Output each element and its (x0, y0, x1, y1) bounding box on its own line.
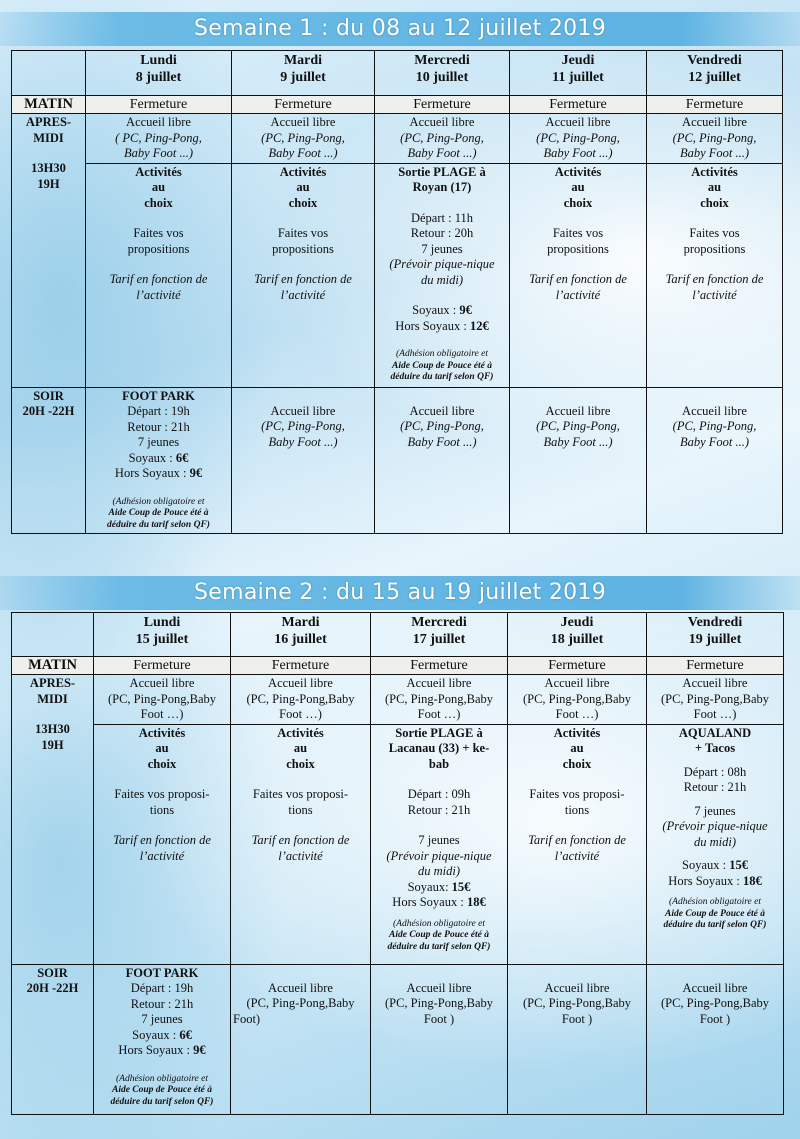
accueil-libre-cell: Accueil libre (PC, Ping-Pong,Baby Foot …) (647, 675, 784, 725)
soir-accueil-cell: Accueil libre (PC, Ping-Pong,Baby Foot ) (508, 964, 647, 1114)
matin-label: MATIN (12, 657, 94, 675)
soir-accueil-cell: Accueil libre (PC, Ping-Pong,Baby Foot ) (647, 964, 784, 1114)
accueil-libre-cell: Accueil libre (PC, Ping-Pong, Baby Foot ...) (510, 114, 647, 164)
accueil-row (12, 114, 783, 164)
day-name: Jeudi (560, 615, 594, 630)
activites-row (12, 163, 783, 387)
day-header-tuesday (231, 613, 371, 657)
day-date: 12 juillet (688, 70, 741, 85)
header-row (12, 613, 784, 657)
corner-cell (12, 51, 86, 96)
day-header-monday (86, 51, 232, 96)
sortie-plage-cell: Sortie PLAGE à Lacanau (33) + ke- bab Départ : 09h Retour : 21h 7 jeunes (Prévoir pique-nique du midi) Soyaux: 15€ Hors Soyaux : 18€ (Adhésion obligatoire et Aide Coup de Pouce été à déduire du tarif selon QF) (371, 724, 508, 964)
week2-schedule-table (11, 612, 784, 1115)
matin-cell: Fermeture (375, 96, 510, 114)
soir-accueil-cell: Accueil libre (PC, Ping-Pong, Baby Foot ...) (375, 387, 510, 533)
day-header-friday (647, 613, 784, 657)
matin-cell: Fermeture (231, 657, 371, 675)
matin-row (12, 96, 783, 114)
soir-label: SOIR 20H -22H (12, 964, 94, 1114)
soir-label: SOIR 20H -22H (12, 387, 86, 533)
matin-label: MATIN (12, 96, 86, 114)
matin-cell: Fermeture (510, 96, 647, 114)
matin-cell: Fermeture (94, 657, 231, 675)
accueil-libre-cell: Accueil libre (PC, Ping-Pong,Baby Foot …) (231, 675, 371, 725)
soir-accueil-cell: Accueil libre (PC, Ping-Pong,Baby Foot) (231, 964, 371, 1114)
matin-cell: Fermeture (647, 657, 784, 675)
accueil-libre-cell: Accueil libre (PC, Ping-Pong, Baby Foot ...) (647, 114, 783, 164)
matin-cell: Fermeture (86, 96, 232, 114)
day-date: 19 juillet (688, 632, 742, 647)
day-date: 17 juillet (412, 632, 466, 647)
day-name: Jeudi (561, 53, 595, 68)
soir-accueil-cell: Accueil libre (PC, Ping-Pong, Baby Foot ...) (647, 387, 783, 533)
week1-title-banner: Semaine 1 : du 08 au 12 juillet 2019 (0, 12, 800, 46)
day-date: 11 juillet (552, 70, 604, 85)
activites-cell: Activités au choix Faites vos propositions Tarif en fonction de l’activité (647, 163, 783, 387)
day-date: 10 juillet (415, 70, 469, 85)
day-date: 18 juillet (550, 632, 604, 647)
apres-midi-label: APRES- MIDI 13H30 19H (12, 114, 86, 388)
foot-park-cell: FOOT PARK Départ : 19h Retour : 21h 7 jeunes Soyaux : 6€ Hors Soyaux : 9€ (Adhésion obligatoire et Aide Coup de Pouce été à déduire du tarif selon QF) (86, 387, 232, 533)
accueil-libre-cell: Accueil libre (PC, Ping-Pong,Baby Foot …) (371, 675, 508, 725)
accueil-libre-cell: Accueil libre (PC, Ping-Pong, Baby Foot ...) (375, 114, 510, 164)
day-name: Lundi (140, 53, 177, 68)
day-name: Vendredi (687, 615, 743, 630)
foot-park-cell: FOOT PARK Départ : 19h Retour : 21h 7 jeunes Soyaux : 6€ Hors Soyaux : 9€ (Adhésion obligatoire et Aide Coup de Pouce été à déduire du tarif selon QF) (94, 964, 231, 1114)
day-name: Lundi (143, 615, 181, 630)
day-date: 15 juillet (135, 632, 189, 647)
apres-midi-label: APRES- MIDI 13H30 19H (12, 675, 94, 965)
accueil-libre-cell: Accueil libre (PC, Ping-Pong,Baby Foot …) (508, 675, 647, 725)
soir-accueil-cell: Accueil libre (PC, Ping-Pong, Baby Foot ...) (232, 387, 375, 533)
day-name: Mardi (281, 615, 320, 630)
header-row (12, 51, 783, 96)
activites-row (12, 724, 784, 964)
day-date: 8 juillet (135, 70, 182, 85)
activites-cell: Activités au choix Faites vos propositions Tarif en fonction de l’activité (510, 163, 647, 387)
activites-cell: Activités au choix Faites vos proposi- tions Tarif en fonction de l’activité (94, 724, 231, 964)
accueil-libre-cell: Accueil libre (PC, Ping-Pong,Baby Foot …) (94, 675, 231, 725)
week2-section (0, 576, 800, 1107)
activites-cell: Activités au choix Faites vos proposi- tions Tarif en fonction de l’activité (508, 724, 647, 964)
soir-row (12, 964, 784, 1114)
week2-title-banner: Semaine 2 : du 15 au 19 juillet 2019 (0, 576, 800, 610)
day-name: Mercredi (414, 53, 470, 68)
soir-accueil-cell: Accueil libre (PC, Ping-Pong, Baby Foot ...) (510, 387, 647, 533)
matin-row (12, 657, 784, 675)
day-header-wednesday (375, 51, 510, 96)
activites-cell: Activités au choix Faites vos proposi- tions Tarif en fonction de l’activité (231, 724, 371, 964)
week1-section (0, 12, 800, 530)
day-date: 16 juillet (274, 632, 327, 647)
matin-cell: Fermeture (232, 96, 375, 114)
week1-schedule-table (11, 50, 783, 534)
sortie-plage-cell: Sortie PLAGE à Royan (17) Départ : 11h Retour : 20h 7 jeunes (Prévoir pique-nique du midi) Soyaux : 9€ Hors Soyaux : 12€ (Adhésion obligatoire et Aide Coup de Pouce été à déduire du tarif selon QF) (375, 163, 510, 387)
activites-cell: Activités au choix Faites vos propositions Tarif en fonction de l’activité (86, 163, 232, 387)
accueil-libre-cell: Accueil libre ( PC, Ping-Pong, Baby Foot ...) (86, 114, 232, 164)
accueil-libre-cell: Accueil libre (PC, Ping-Pong, Baby Foot ...) (232, 114, 375, 164)
soir-row (12, 387, 783, 533)
matin-cell: Fermeture (371, 657, 508, 675)
day-header-thursday (510, 51, 647, 96)
day-header-wednesday (371, 613, 508, 657)
day-date: 9 juillet (280, 70, 326, 85)
accueil-row (12, 675, 784, 725)
corner-cell (12, 613, 94, 657)
day-header-tuesday (232, 51, 375, 96)
day-name: Vendredi (687, 53, 742, 68)
activites-cell: Activités au choix Faites vos propositions Tarif en fonction de l’activité (232, 163, 375, 387)
day-header-monday (94, 613, 231, 657)
day-name: Mardi (283, 53, 323, 68)
soir-accueil-cell: Accueil libre (PC, Ping-Pong,Baby Foot ) (371, 964, 508, 1114)
aqualand-cell: AQUALAND + Tacos Départ : 08h Retour : 21h 7 jeunes (Prévoir pique-nique du midi) Soyaux : 15€ Hors Soyaux : 18€ (Adhésion obligatoire et Aide Coup de Pouce été à déduire du tarif selon QF) (647, 724, 784, 964)
day-header-thursday (508, 613, 647, 657)
day-header-friday (647, 51, 783, 96)
matin-cell: Fermeture (508, 657, 647, 675)
day-name: Mercredi (411, 615, 467, 630)
matin-cell: Fermeture (647, 96, 783, 114)
